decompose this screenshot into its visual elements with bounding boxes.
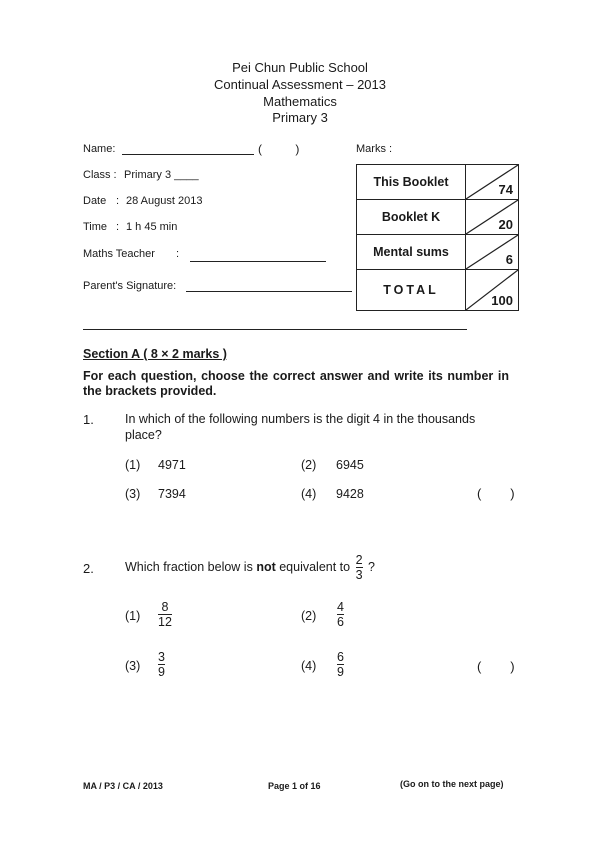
teacher-label: Maths Teacher [83,248,155,260]
fraction-denominator: 9 [337,665,344,679]
section-title: Section A ( 8 × 2 marks ) [83,347,227,361]
fraction-numerator: 3 [158,650,165,664]
parent-signature-label: Parent's Signature: [83,280,177,292]
time-label: Time [83,221,108,233]
marks-row-label: Mental sums [357,235,466,270]
answer-brackets[interactable]: ( ) [477,486,515,501]
answer-brackets[interactable]: ( ) [477,659,515,674]
school-name: Pei Chun Public School [232,60,368,75]
option-number: (4) [301,659,317,673]
marks-score-cell [466,235,519,270]
fraction-numerator: 4 [337,600,344,614]
marks-score-value: 74 [498,182,513,197]
option-value: 6945 [336,458,364,472]
marks-total-label: TOTAL [357,270,466,311]
marks-label: Marks : [356,143,393,155]
fraction-denominator: 3 [355,568,363,582]
class-value: Primary 3 ____ [124,169,199,181]
teacher-colon: : [176,248,180,260]
fraction [158,650,165,679]
marks-table [356,164,519,311]
time-value: 1 h 45 min [126,221,178,233]
question-text-part: Which fraction below is [125,559,257,574]
fraction-numerator: 6 [337,650,344,664]
date-colon: : [116,195,120,207]
fraction-denominator: 6 [337,615,344,629]
question-number: 2. [83,561,94,576]
marks-row [357,165,519,200]
option-number: (1) [125,609,141,623]
marks-row-total [357,270,519,311]
fraction [337,600,344,629]
date-label: Date [83,195,107,207]
marks-score-value: 20 [498,217,513,232]
marks-score-value: 6 [505,252,513,267]
option-number: (4) [301,487,317,501]
marks-score-cell [466,165,519,200]
option-number: (2) [301,458,317,472]
date-value: 28 August 2013 [126,195,203,207]
marks-row-label: This Booklet [357,165,466,200]
fraction-numerator: 2 [355,553,363,567]
question-mark: ? [368,559,375,574]
option-number: (3) [125,659,141,673]
fraction [337,650,344,679]
fraction-denominator: 12 [158,615,172,629]
option-value: 9428 [336,487,364,501]
teacher-line[interactable] [190,261,326,262]
marks-total-cell [466,270,519,311]
fraction [158,600,172,629]
class-label: Class : [83,169,117,181]
subject: Mathematics [263,94,337,109]
parent-signature-line[interactable] [186,291,352,292]
name-line[interactable] [122,154,254,155]
question-number: 1. [83,412,94,427]
option-number: (2) [301,609,317,623]
time-colon: : [116,221,120,233]
footer-page: Page 1 of 16 [268,781,321,791]
fraction-denominator: 9 [158,665,165,679]
marks-total-value: 100 [491,293,513,308]
marks-row [357,235,519,270]
question-text: In which of the following numbers is the digit 4 in the thousands place? [125,412,476,442]
question-text-emphasis: not [256,559,276,574]
footer-next: (Go on to the next page) [400,779,504,789]
assessment-title: Continual Assessment – 2013 [214,77,386,92]
name-brackets: ( ) [258,142,300,156]
option-value: 7394 [158,487,186,501]
question-text-part: equivalent to [275,559,351,574]
marks-row [357,200,519,235]
option-value: 4971 [158,458,186,472]
fraction [356,553,363,582]
footer-code: MA / P3 / CA / 2013 [83,781,163,791]
name-label: Name: [83,143,116,155]
option-number: (3) [125,487,141,501]
divider [83,329,467,330]
marks-score-cell [466,200,519,235]
level: Primary 3 [272,110,328,125]
marks-row-label: Booklet K [357,200,466,235]
question-text [125,553,375,582]
section-instructions: For each question, choose the correct answer and write its number in the brackets provided. [83,369,509,398]
fraction-numerator: 8 [161,600,169,614]
option-number: (1) [125,458,141,472]
